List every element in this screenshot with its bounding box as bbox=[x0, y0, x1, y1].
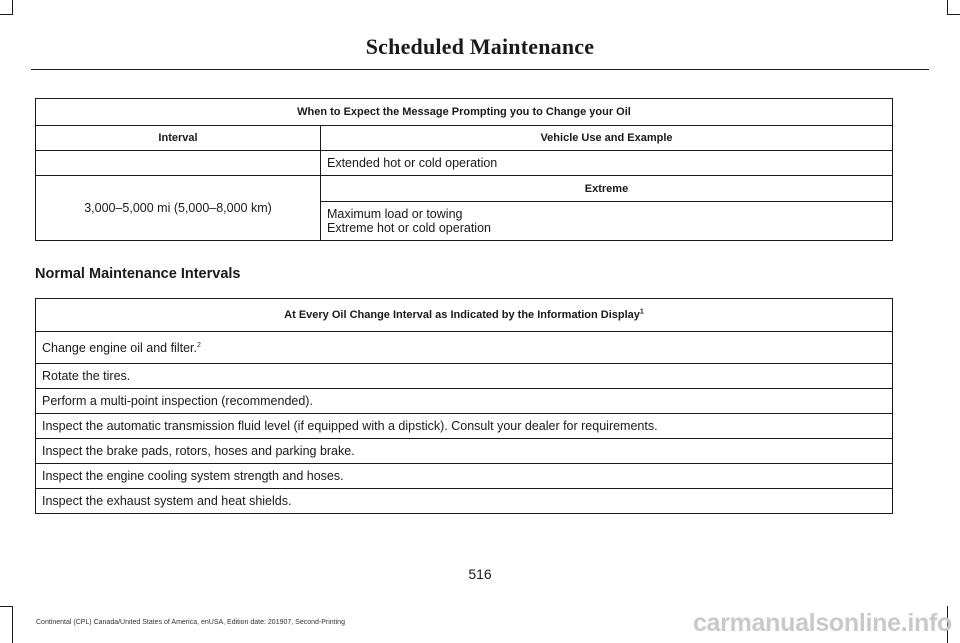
crop-mark bbox=[947, 14, 960, 15]
vehicle-use-cell: Extended hot or cold operation bbox=[321, 151, 893, 176]
crop-mark bbox=[947, 0, 948, 14]
caption-text: At Every Oil Change Interval as Indicated by the Information Display bbox=[284, 309, 640, 321]
crop-mark bbox=[12, 0, 13, 14]
page-title: Scheduled Maintenance bbox=[365, 34, 595, 59]
watermark: carmanualsonline.info bbox=[692, 609, 952, 637]
page-number: 516 bbox=[468, 566, 492, 582]
example-line: Extreme hot or cold operation bbox=[327, 221, 491, 235]
vehicle-use-cell bbox=[321, 202, 893, 241]
table-caption: When to Expect the Message Prompting you to Change your Oil bbox=[36, 99, 893, 126]
crop-mark bbox=[0, 606, 13, 607]
example-line: Maximum load or towing bbox=[327, 207, 463, 221]
interval-cell-empty bbox=[36, 151, 321, 176]
maintenance-item: Inspect the exhaust system and heat shields. bbox=[36, 489, 893, 514]
maintenance-interval-table bbox=[35, 298, 893, 514]
maintenance-item: Inspect the automatic transmission fluid level (if equipped with a dipstick). Consult your dealer for requirements. bbox=[36, 414, 893, 439]
extreme-subheader: Extreme bbox=[321, 176, 893, 202]
crop-mark bbox=[0, 14, 13, 15]
maintenance-item: Inspect the brake pads, rotors, hoses and parking brake. bbox=[36, 439, 893, 464]
section-heading: Normal Maintenance Intervals bbox=[35, 266, 241, 282]
interval-cell: 3,000–5,000 mi (5,000–8,000 km) bbox=[36, 176, 321, 241]
maintenance-item: Perform a multi-point inspection (recommended). bbox=[36, 389, 893, 414]
footnote-marker: 2 bbox=[196, 341, 201, 349]
maintenance-item-text: Change engine oil and filter. bbox=[42, 340, 197, 355]
footnote-marker: 1 bbox=[639, 308, 644, 316]
maintenance-item: Inspect the engine cooling system strength and hoses. bbox=[36, 464, 893, 489]
maintenance-item: Rotate the tires. bbox=[36, 364, 893, 389]
column-header-interval: Interval bbox=[36, 126, 321, 151]
edition-footer: Continental (CPL) Canada/United States of America, enUSA, Edition date: 201907, Second-Printing bbox=[36, 619, 345, 626]
crop-mark bbox=[12, 606, 13, 643]
column-header-vehicle-use: Vehicle Use and Example bbox=[321, 126, 893, 151]
oil-change-message-table bbox=[35, 98, 893, 241]
maintenance-item bbox=[36, 332, 893, 364]
table-caption bbox=[36, 299, 893, 332]
title-divider bbox=[31, 69, 929, 70]
